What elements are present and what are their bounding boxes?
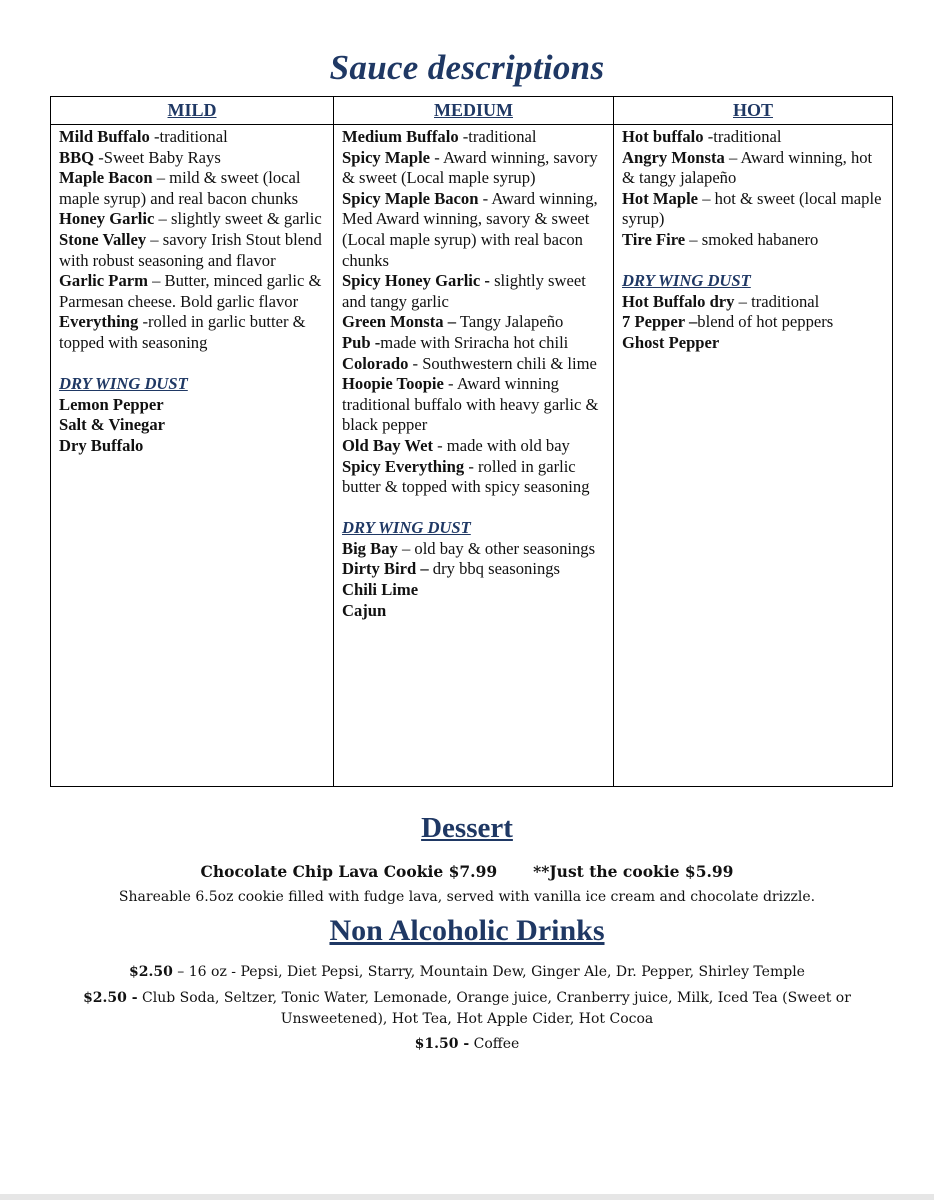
dust-item: Hot Buffalo dry – traditional: [622, 291, 820, 311]
sauce-item: Hot buffalo -traditional: [622, 127, 782, 146]
drink-line: $1.50 - Coffee: [414, 1036, 520, 1052]
sauce-item: Honey Garlic – slightly sweet & garlic: [59, 209, 322, 229]
mild-column: [51, 125, 334, 787]
page-edge: [0, 1194, 934, 1200]
hot-column: [614, 125, 893, 787]
sauce-item: Spicy Honey Garlic - slightly sweet and tangy garlic: [342, 271, 586, 311]
sauce-item: Spicy Maple - Award winning, savory & sweet (Local maple syrup): [342, 147, 598, 188]
dust-item: Lemon Pepper: [59, 394, 164, 414]
sauce-item: Mild Buffalo -traditional: [59, 127, 228, 146]
medium-column: [334, 125, 614, 787]
mild-header: MILD: [51, 97, 334, 125]
hot-header: HOT: [614, 97, 893, 125]
sauce-item: Spicy Maple Bacon - Award winning, Med Award winning, savory & sweet (Local maple syrup) with real bacon chunks: [342, 188, 598, 270]
dry-wing-dust-heading: DRY WING DUST: [59, 374, 188, 394]
sauce-item: Maple Bacon – mild & sweet (local maple syrup) and real bacon chunks: [59, 168, 301, 208]
just-cookie-item: **Just the cookie $5.99: [533, 862, 734, 881]
drink-line: $2.50 – 16 oz - Pepsi, Diet Pepsi, Starry, Mountain Dew, Ginger Ale, Dr. Pepper, Shirley Temple: [129, 964, 805, 980]
drinks-heading: Non Alcoholic Drinks: [329, 914, 605, 947]
dust-item: 7 Pepper –blend of hot peppers: [622, 312, 834, 332]
dust-item: Big Bay – old bay & other seasonings: [342, 538, 596, 558]
dry-wing-dust-heading: DRY WING DUST: [622, 271, 751, 291]
dust-item: Salt & Vinegar: [59, 415, 166, 435]
dust-item: Dirty Bird – dry bbq seasonings: [342, 559, 561, 579]
medium-header: MEDIUM: [334, 97, 614, 125]
sauce-item: Hot Maple – hot & sweet (local maple syrup): [622, 188, 882, 229]
dust-item: Dry Buffalo: [59, 435, 144, 455]
sauce-item: Stone Valley – savory Irish Stout blend with robust seasoning and flavor: [59, 229, 322, 270]
sauce-item: Medium Buffalo -traditional: [342, 127, 537, 146]
sauce-item: Hoopie Toopie - Award winning traditional buffalo with heavy garlic & black pepper: [342, 374, 599, 435]
dessert-heading: Dessert: [421, 812, 513, 844]
dust-item: Chili Lime: [342, 580, 419, 600]
sauce-item: Colorado - Southwestern chili & lime: [342, 353, 597, 373]
drink-line: $2.50 - Club Soda, Seltzer, Tonic Water, Lemonade, Orange juice, Cranberry juice, Milk, Iced Tea (Sweet or Unsweetened), Hot Tea, Hot Apple Cider, Hot Cocoa: [83, 990, 851, 1027]
dust-item: Cajun: [342, 600, 387, 620]
sauce-item: BBQ -Sweet Baby Rays: [59, 147, 221, 167]
dust-item: Ghost Pepper: [622, 332, 720, 352]
dry-wing-dust-heading: DRY WING DUST: [342, 518, 471, 538]
sauce-table: [50, 96, 893, 787]
sauce-item: Everything -rolled in garlic butter & topped with seasoning: [59, 312, 306, 352]
dessert-items: [0, 861, 934, 882]
sauce-item: Spicy Everything - rolled in garlic butter & topped with spicy seasoning: [342, 456, 590, 497]
sauce-item: Tire Fire – smoked habanero: [622, 229, 819, 249]
sauce-item: Old Bay Wet - made with old bay: [342, 435, 570, 455]
lava-cookie-item: Chocolate Chip Lava Cookie $7.99: [200, 862, 498, 881]
sauce-item: Pub -made with Sriracha hot chili: [342, 332, 569, 352]
dessert-description: Shareable 6.5oz cookie filled with fudge lava, served with vanilla ice cream and chocolate drizzle.: [118, 889, 816, 905]
sauce-item: Angry Monsta – Award winning, hot & tangy jalapeño: [622, 147, 873, 188]
page-title: Sauce descriptions: [329, 48, 605, 87]
sauce-item: Green Monsta – Tangy Jalapeño: [342, 312, 564, 332]
sauce-item: Garlic Parm – Butter, minced garlic & Parmesan cheese. Bold garlic flavor: [59, 271, 322, 311]
